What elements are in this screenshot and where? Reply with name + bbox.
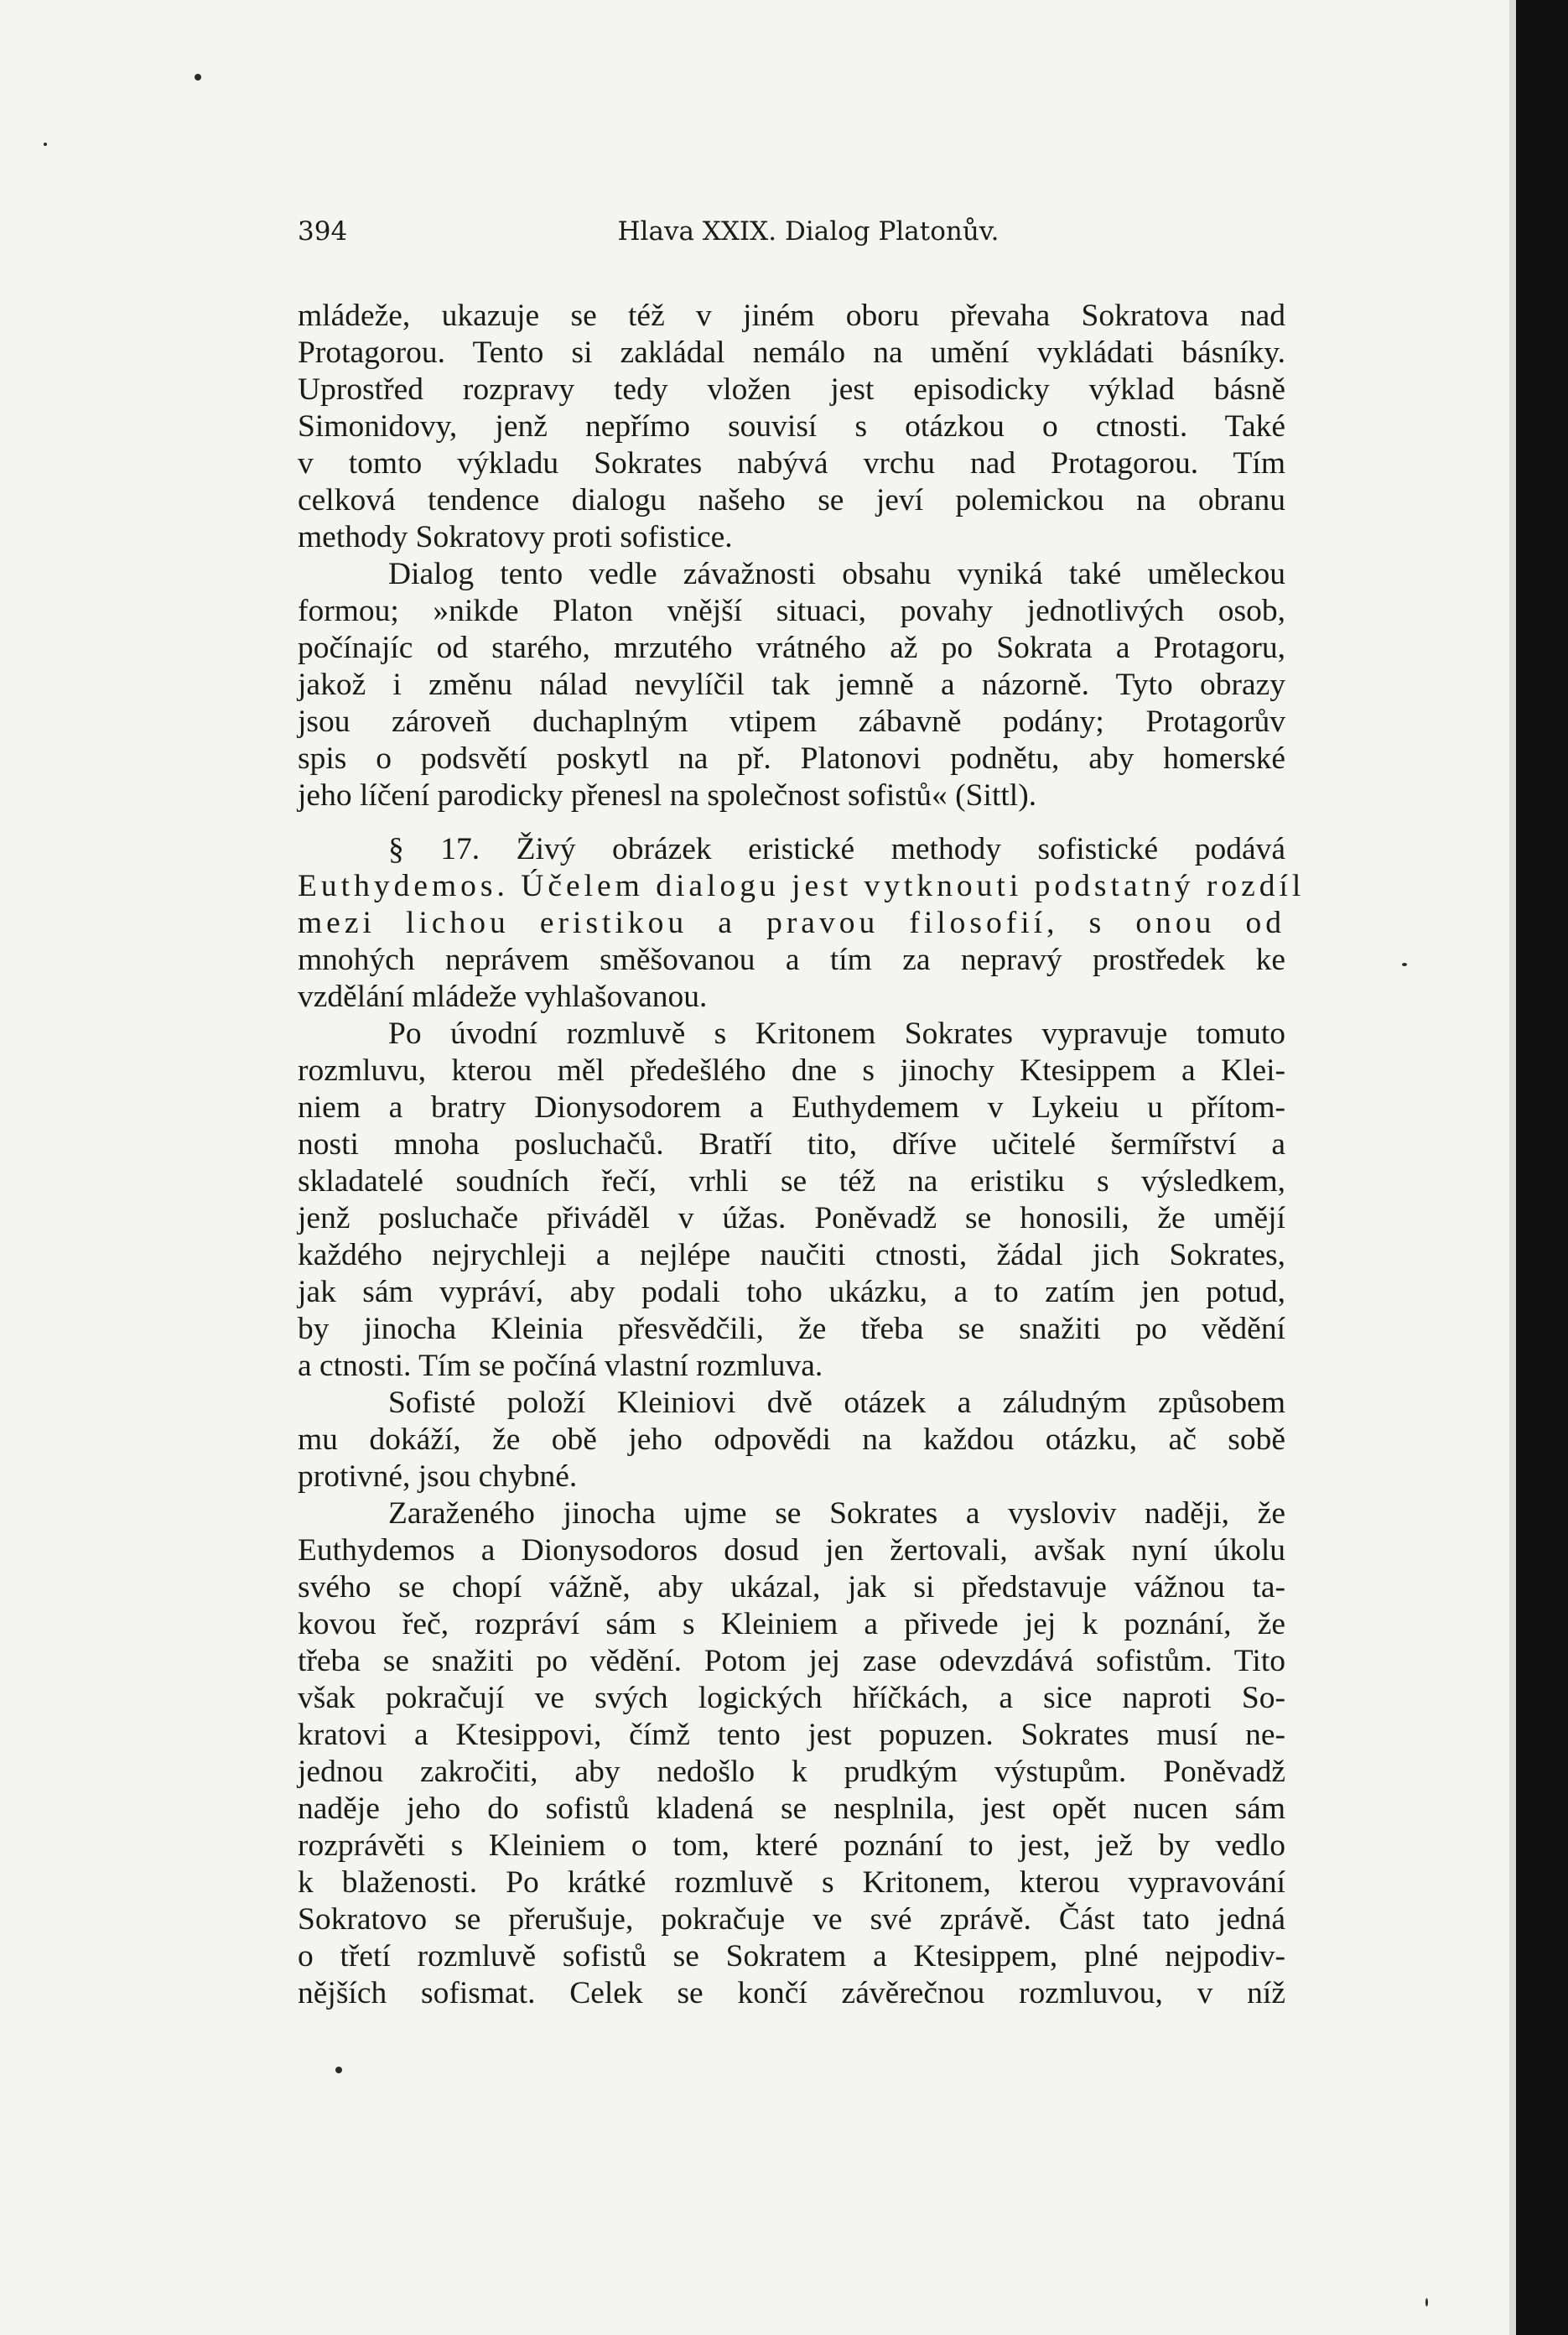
text-line: jsou zároveň duchaplným vtipem zábavně podány; Protagorův (298, 705, 1285, 739)
text-line: by jinocha Kleinia přesvědčili, že třeba se snažiti po vědění (298, 1312, 1285, 1346)
text-line: a ctnosti. Tím se počíná vlastní rozmluva. (298, 1349, 823, 1383)
text-line: jeho líčení parodicky přenesl na společnost sofistů« (Sittl). (298, 778, 1037, 813)
dust-speck (195, 74, 201, 81)
paragraph (298, 1495, 1285, 2012)
text-line: Sokratovo se přerušuje, pokračuje ve své zprávě. Část tato jedná (298, 1902, 1285, 1937)
text-line: Euthydemos a Dionysodoros dosud jen žertovali, avšak nyní úkolu (298, 1533, 1285, 1568)
paragraph (298, 298, 1285, 556)
text-line: v tomto výkladu Sokrates nabývá vrchu nad Protagorou. Tím (298, 446, 1285, 481)
text-line: jakož i změnu nálad nevylíčil tak jemně a názorně. Tyto obrazy (298, 668, 1285, 702)
paragraph (298, 556, 1285, 814)
text-line: spis o podsvětí poskytl na př. Platonovi podnětu, aby homerské (298, 741, 1285, 776)
text-line: niem a bratry Dionysodorem a Euthydemem v Lykeiu u přítom- (298, 1090, 1285, 1125)
text-line: nějších sofismat. Celek se končí závěrečnou rozmluvou, v níž (298, 1976, 1285, 2010)
text-line: kratovi a Ktesippovi, čímž tento jest popuzen. Sokrates musí ne- (298, 1718, 1285, 1752)
text-line: protivné, jsou chybné. (298, 1459, 578, 1494)
text-line: Sofisté položí Kleiniovi dvě otázek a záludným způsobem (388, 1386, 1285, 1420)
section-paragraph (298, 831, 1306, 1016)
text-line: Dialog tento vedle závažnosti obsahu vyniká také uměleckou (388, 557, 1285, 591)
text-line: však pokračují ve svých logických hříčkách, a sice naproti So- (298, 1681, 1285, 1715)
scan-border (1516, 0, 1568, 2335)
page-number: 394 (298, 216, 348, 247)
text-line: skladatelé soudních řečí, vrhli se též na eristiku s výsledkem, (298, 1164, 1285, 1199)
dust-speck (44, 143, 47, 146)
dust-speck (335, 2067, 342, 2073)
chapter-title: Hlava XXIX. Dialog Platonův. (617, 216, 999, 247)
text-line: mu dokáží, že obě jeho odpovědi na každou otázku, ač sobě (298, 1422, 1285, 1457)
text-line: Simonidovy, jenž nepřímo souvisí s otázkou o ctnosti. Také (298, 409, 1285, 444)
text-line: methody Sokratovy proti sofistice. (298, 520, 733, 554)
text-line: Euthydemos. Účelem dialogu jest vytknouti podstatný rozdíl (298, 869, 1306, 903)
paragraph (298, 1385, 1285, 1495)
text-line: třeba se snažiti po vědění. Potom jej zase odevzdává sofistům. Tito (298, 1644, 1285, 1678)
text-line: formou; »nikde Platon vnější situaci, povahy jednotlivých osob, (298, 594, 1285, 628)
text-line: naděje jeho do sofistů kladená se nesplnila, jest opět nucen sám (298, 1792, 1285, 1826)
text-line: rozprávěti s Kleiniem o tom, které poznání to jest, jež by vedlo (298, 1828, 1285, 1863)
text-line: jenž posluchače přiváděl v úžas. Poněvadž se honosili, že umějí (298, 1201, 1285, 1235)
text-line: mezi lichou eristikou a pravou filosofií, s onou od (298, 906, 1285, 940)
text-line: Protagorou. Tento si zakládal nemálo na umění vykládati básníky. (298, 335, 1285, 370)
paragraph (298, 1016, 1285, 1385)
text-line: Zaraženého jinocha ujme se Sokrates a vysloviv naději, že (388, 1496, 1285, 1531)
text-line: Uprostřed rozpravy tedy vložen jest episodicky výklad básně (298, 372, 1285, 407)
text-line: rozmluvu, kterou měl předešlého dne s jinochy Ktesippem a Klei- (298, 1053, 1285, 1088)
running-header (298, 216, 1285, 257)
text-line: mládeže, ukazuje se též v jiném oboru převaha Sokratova nad (298, 299, 1285, 333)
text-line: počínajíc od starého, mrzutého vrátného až po Sokrata a Protagoru, (298, 631, 1285, 665)
text-line: každého nejrychleji a nejlépe naučiti ctnosti, žádal jich Sokrates, (298, 1238, 1285, 1272)
page-edge (1509, 0, 1516, 2335)
text-line: k blaženosti. Po krátké rozmluvě s Kritonem, kterou vypravování (298, 1865, 1285, 1900)
text-line: vzdělání mládeže vyhlašovanou. (298, 980, 708, 1014)
text-line: jak sám vypráví, aby podali toho ukázku, a to zatím jen potud, (298, 1275, 1285, 1309)
text-line: celková tendence dialogu našeho se jeví polemickou na obranu (298, 483, 1285, 517)
text-line: mnohých neprávem směšovanou a tím za nepravý prostředek ke (298, 943, 1285, 977)
dust-speck (1425, 2298, 1428, 2306)
text-line: kovou řeč, rozpráví sám s Kleiniem a přivede jej k poznání, že (298, 1607, 1285, 1641)
text-line: § 17. Živý obrázek eristické methody sofistické podává (388, 832, 1285, 866)
body-text (298, 298, 1306, 2012)
text-line: Po úvodní rozmluvě s Kritonem Sokrates vypravuje tomuto (388, 1017, 1285, 1051)
text-line: o třetí rozmluvě sofistů se Sokratem a Ktesippem, plné nejpodiv- (298, 1939, 1285, 1974)
text-line: jednou zakročiti, aby nedošlo k prudkým výstupům. Poněvadž (298, 1755, 1285, 1789)
text-line: svého se chopí vážně, aby ukázal, jak si představuje vážnou ta- (298, 1570, 1285, 1604)
text-line: nosti mnoha posluchačů. Bratří tito, dříve učitelé šermířství a (298, 1127, 1285, 1162)
dust-speck (1402, 963, 1407, 966)
